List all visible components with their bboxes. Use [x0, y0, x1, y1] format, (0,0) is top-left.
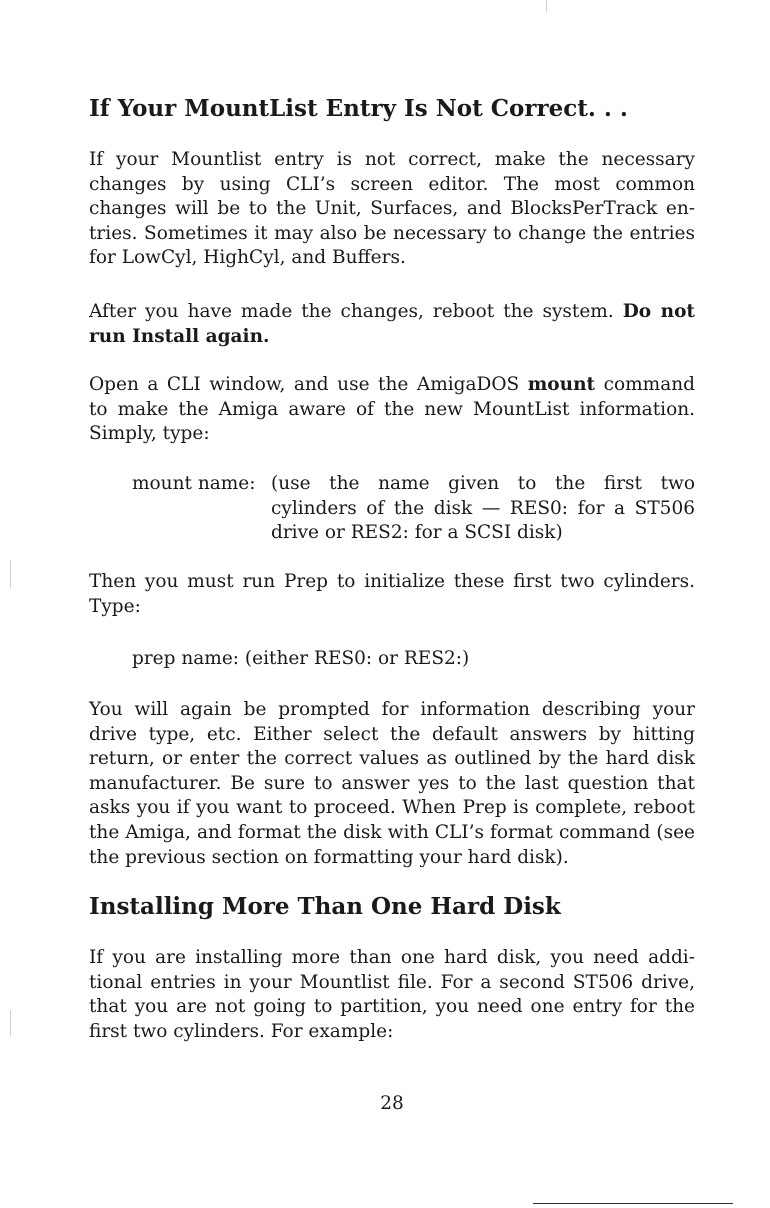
paragraph-reboot: [89, 300, 695, 349]
paragraph-reboot-text: After you have made the changes, reboot the system.: [89, 301, 623, 322]
left-margin-mark-lower: [10, 1010, 11, 1036]
section-heading-more-than-one-disk: Installing More Than One Hard Disk: [89, 893, 561, 920]
left-margin-mark: [10, 560, 11, 588]
prep-command: prep name:: [132, 648, 240, 669]
section-heading-mountlist-not-correct: If Your MountList Entry Is Not Correct. . .: [89, 95, 628, 122]
paragraph-reboot-bold: Do not run Install again.: [89, 301, 695, 347]
mount-keyword: mount: [527, 374, 596, 395]
top-edge-mark: [546, 0, 547, 12]
prep-command-example: [132, 647, 469, 672]
paragraph-mount-command: [89, 373, 695, 447]
mount-command-description: (use the name given to the first two cylinders of the disk — RES0: for a ST506 drive or RES2: for a SCSI disk): [271, 473, 695, 544]
page-number: 28: [380, 1093, 404, 1114]
mount-command-example: mount name:: [132, 473, 256, 494]
paragraph-additional-entries: If you are installing more than one hard disk, you need additional entries in your Mountlist file. For a second ST506 drive, that you are not going to partition, you need one entry for the first two cylinders. For example:: [89, 947, 695, 1042]
paragraph-prompted-info: You will again be prompted for information describing your drive type, etc. Either select the default answers by hitting return, or enter the correct values as outlined by the hard disk manufacturer. Be sure to answer yes to the last question that asks you if you want to proceed. When Prep is complete, reboot the Amiga, and format the disk with CLI’s format command (see the previous section on formatting your hard disk).: [89, 699, 695, 868]
paragraph-mount-text-after: command to make the Amiga aware of the new MountList information. Simply, type:: [89, 374, 695, 445]
paragraph-run-prep: Then you must run Prep to initialize these first two cylinders. Type:: [89, 571, 695, 617]
footer-rule: [533, 1203, 733, 1204]
paragraph-mountlist-changes: If your Mountlist entry is not correct, make the necessary changes by using CLI’s screen editor. The most common changes will be to the Unit, Surfaces, and BlocksPerTrack entries. Sometimes it may also be necessary to change the entries for LowCyl, HighCyl, and Buffers.: [89, 149, 695, 269]
prep-command-description: (either RES0: or RES2:): [244, 648, 470, 669]
paragraph-mount-text-before: Open a CLI window, and use the AmigaDOS: [89, 374, 528, 395]
